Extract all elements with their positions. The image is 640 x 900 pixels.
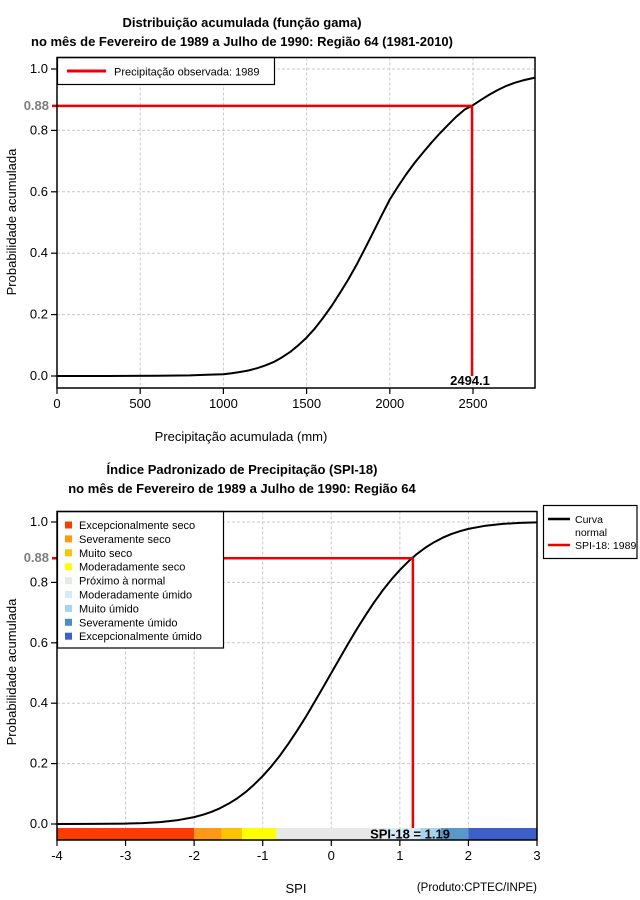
spi-category-band	[222, 828, 243, 840]
gamma-cdf-chart	[24, 58, 535, 412]
y-tick-label: 0.4	[29, 695, 48, 711]
x-tick-label: 500	[129, 396, 152, 411]
category-label: Muito seco	[79, 547, 133, 560]
highlight-prob-label: 0.88	[23, 550, 49, 566]
y-tick-label: 0.8	[29, 574, 48, 590]
category-label: Próximo à normal	[79, 575, 166, 588]
category-label: Severamente seco	[79, 533, 171, 546]
category-label: Excepcionalmente seco	[79, 520, 196, 532]
spi-category-band	[468, 828, 537, 840]
chart1-title-line1: Distribuição acumulada (função gama)	[122, 15, 362, 30]
category-swatch	[65, 563, 72, 570]
spi-category-band	[57, 828, 194, 840]
y-tick-label: 0.0	[29, 816, 48, 831]
y-tick-label: 0.6	[29, 183, 48, 199]
highlight-prob-label: 0.88	[23, 97, 49, 113]
reference-value-label: SPI-18 = 1.19	[370, 826, 450, 842]
category-swatch	[65, 591, 72, 598]
x-tick-label: -2	[188, 848, 200, 863]
y-tick-label: 0.2	[29, 755, 48, 771]
x-tick-label: 2000	[375, 396, 405, 411]
chart1-x-axis-label: Precipitação acumulada (mm)	[154, 429, 328, 444]
category-label: Severamente úmido	[79, 617, 178, 630]
legend-label: Curva	[575, 514, 604, 526]
legend-label: Precipitação observada: 1989	[114, 66, 260, 79]
spi-category-band	[242, 828, 276, 840]
chart1-y-axis-label: Probabilidade acumulada	[4, 148, 19, 296]
x-tick-label: 1500	[292, 396, 322, 411]
y-tick-label: 1.0	[29, 514, 48, 529]
category-swatch	[65, 605, 72, 612]
x-tick-label: 2500	[458, 396, 488, 411]
chart2-title-line2: no mês de Fevereiro de 1989 a Julho de 1990: Região 64	[68, 481, 416, 496]
category-swatch	[65, 549, 72, 556]
y-tick-label: 0.8	[29, 122, 48, 138]
chart1-title-line2: no mês de Fevereiro de 1989 a Julho de 1990: Região 64 (1981-2010)	[31, 34, 453, 49]
chart2-x-axis-label: SPI	[285, 881, 307, 896]
legend-label: SPI-18: 1989	[575, 540, 637, 552]
category-label: Muito úmido	[79, 603, 139, 616]
y-tick-label: 0.6	[29, 634, 48, 650]
x-tick-label: 0	[327, 848, 335, 863]
category-label: Moderadamente úmido	[79, 589, 193, 602]
category-swatch	[65, 522, 72, 529]
y-tick-label: 1.0	[29, 61, 48, 76]
category-label: Moderadamente seco	[79, 561, 186, 574]
x-tick-label: 1000	[208, 396, 238, 411]
x-tick-label: 3	[533, 848, 541, 863]
category-swatch	[65, 535, 72, 542]
x-tick-label: 2	[464, 848, 473, 863]
x-tick-label: 1	[396, 848, 404, 863]
chart2-title-line1: Índice Padronizado de Precipitação (SPI-18)	[106, 462, 378, 477]
legend-label: normal	[575, 527, 608, 539]
y-tick-label: 0.2	[29, 306, 48, 322]
category-swatch	[65, 577, 72, 584]
reference-value-label: 2494.1	[450, 373, 490, 388]
x-tick-label: -4	[51, 848, 63, 863]
product-credit: (Produto:CPTEC/INPE)	[416, 882, 537, 894]
y-tick-label: 0.0	[29, 368, 48, 383]
x-tick-label: -1	[256, 848, 269, 863]
category-swatch	[65, 633, 72, 640]
y-tick-label: 0.4	[29, 245, 48, 261]
cdf-curve	[57, 78, 535, 376]
chart2-y-axis-label: Probabilidade acumulada	[4, 598, 19, 746]
spi-cdf-chart	[24, 506, 637, 864]
category-swatch	[65, 619, 72, 626]
category-label: Excepcionalmente úmido	[79, 631, 202, 644]
x-tick-label: -3	[119, 848, 132, 863]
x-tick-label: 0	[53, 396, 61, 411]
spi-category-band	[194, 828, 221, 840]
